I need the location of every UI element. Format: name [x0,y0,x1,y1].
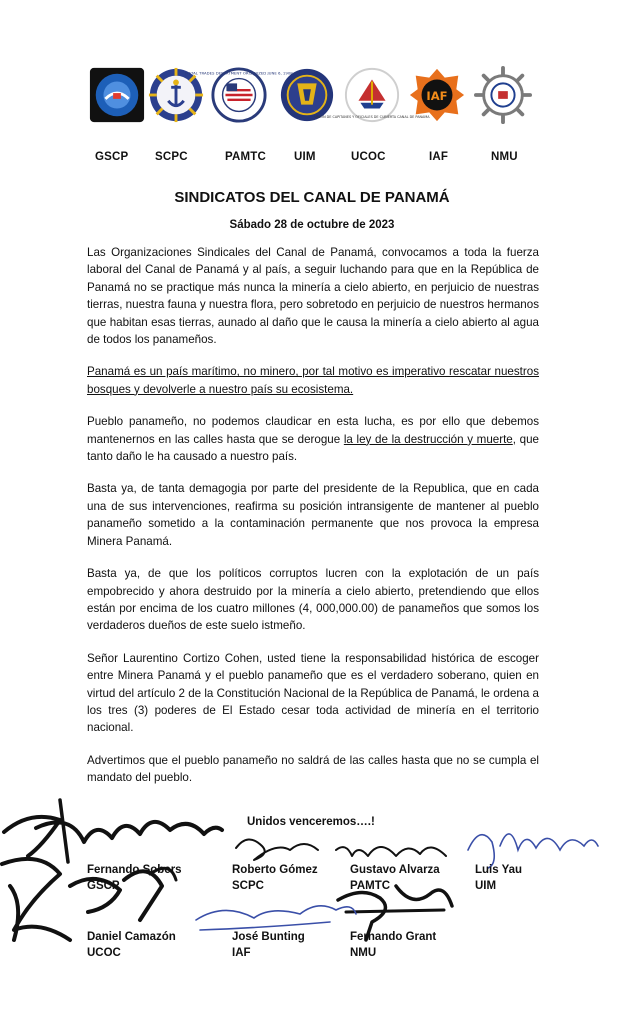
union-code-pamtc: PAMTC [225,151,267,163]
nmu-logo [474,66,532,124]
signatory-roberto-gomez [232,862,318,894]
gscp-logo [88,66,146,124]
union-code-scpc: SCPC [155,151,188,163]
pamtc-logo-text: METAL TRADES DEPARTMENT ORGANIZED JUNE 6, 1908 [185,70,293,76]
paragraph-call-to-action: Las Organizaciones Sindicales del Canal de Panamá, convocamos a toda la fuerza laboral del Canal de Panamá y al país, a seguir luchando para que en la República de Panamá no se practique más nunca la minería a cielo abierto, en perjuicio de nuestras tierras, nuestra fauna y nuestra flora, pero sobretodo en perjuicio de nuestros hermanos que habitan esas tierras, aunado al daño que le causa la minería a cielo abierto al agua de todos los panameños. [87,246,539,347]
ucoc-logo [314,66,430,124]
law-reference: la ley de la destrucción y muerte [343,432,513,446]
signatory-name: José Bunting [232,931,305,943]
ucoc-logo-text: UNION DE CAPITANES Y OFICIALES DE CUBIERTA CANAL DE PANAMA [314,115,430,120]
paragraph-politicians: Basta ya, de que los políticos corruptos lucren con la explotación de un país empobrecido y ahora destruido por la minería a cielo abierto, pretendiendo que ellos están por encima de los cuatro millones (4, 000,000.00) de panameños que somos los verdaderos dueños de este suelo istmeño. [87,567,539,633]
document-title: SINDICATOS DEL CANAL DE PANAMÁ [174,189,450,206]
signatory-name: Roberto Gómez [232,864,318,876]
union-code-iaf: IAF [429,151,449,163]
paragraph-pueblo [87,413,539,465]
paragraph-cortizo: Señor Laurentino Cortizo Cohen, usted tiene la responsabilidad histórica de escoger entre Minera Panamá y el pueblo panameño que es el verdadero soberano, quien en virtud del artículo 2 de la Constitución Nacional de la República de Panamá, le ordena a los tres (3) poderes de El Estado cesar toda actividad de minería en el territorio nacional. [87,651,539,735]
signatory-name: Fernando Grant [350,931,437,943]
paragraph-pueblo-part2: , que tanto daño le ha causado a nuestro país. [87,432,539,464]
union-code-uim: UIM [294,151,316,163]
union-logos-row [0,66,624,130]
iaf-logo [408,66,466,124]
signatory-fernando-sobers [87,862,182,894]
signatory-org: PAMTC [350,880,391,892]
signatory-name: Gustavo Alvarza [350,864,440,876]
signatory-name: Luis Yau [475,864,523,876]
handwritten-signatures [0,790,624,1024]
union-code-gscp: GSCP [95,151,129,163]
document-date: Sábado 28 de octubre de 2023 [229,219,395,231]
signatory-jose-bunting [232,929,305,961]
paragraph-president: Basta ya, de tanta demagogia por parte del presidente de la Republica, que en cada una de sus intervenciones, reafirma su posición intransigente de mantener al pueblo panameño sometido a la contaminación permanente que nos provoca la empresa Minera Panamá. [87,482,539,548]
union-codes-row [0,151,624,165]
signatory-fernando-grant [350,929,436,961]
signatory-name: Daniel Camazón [87,931,176,943]
paragraph-maritime-country: Panamá es un país marítimo, no minero, por tal motivo es imperativo rescatar nuestros bosques y devolverle a nuestro país su ecosistema. [87,365,539,396]
signatory-gustavo-alvarza [350,862,440,894]
closing-slogan: Unidos venceremos….! [247,816,375,828]
signatory-org: GSCP [87,880,120,892]
signatory-daniel-camazon [87,929,176,961]
document-body [87,244,539,802]
signatory-org: IAF [232,947,251,959]
signatory-org: UCOC [87,947,121,959]
signatory-org: UIM [475,880,497,892]
pamtc-logo [185,66,293,124]
signatory-org: SCPC [232,880,264,892]
paragraph-warning: Advertimos que el pueblo panameño no saldrá de las calles hasta que no se cumpla el mandato del pueblo. [87,753,539,785]
iaf-logo-text: IAF [426,88,448,103]
paragraph-pueblo-part1: Pueblo panameño, no podemos claudicar en esta lucha, es por ello que debemos mantenernos en las calles hasta que se derogue [87,415,539,446]
signatory-name: Fernando Sobers [87,864,182,876]
union-code-ucoc: UCOC [351,151,386,163]
union-code-nmu: NMU [491,151,518,163]
signatory-luis-yau [475,862,522,894]
signatory-org: NMU [350,947,377,959]
